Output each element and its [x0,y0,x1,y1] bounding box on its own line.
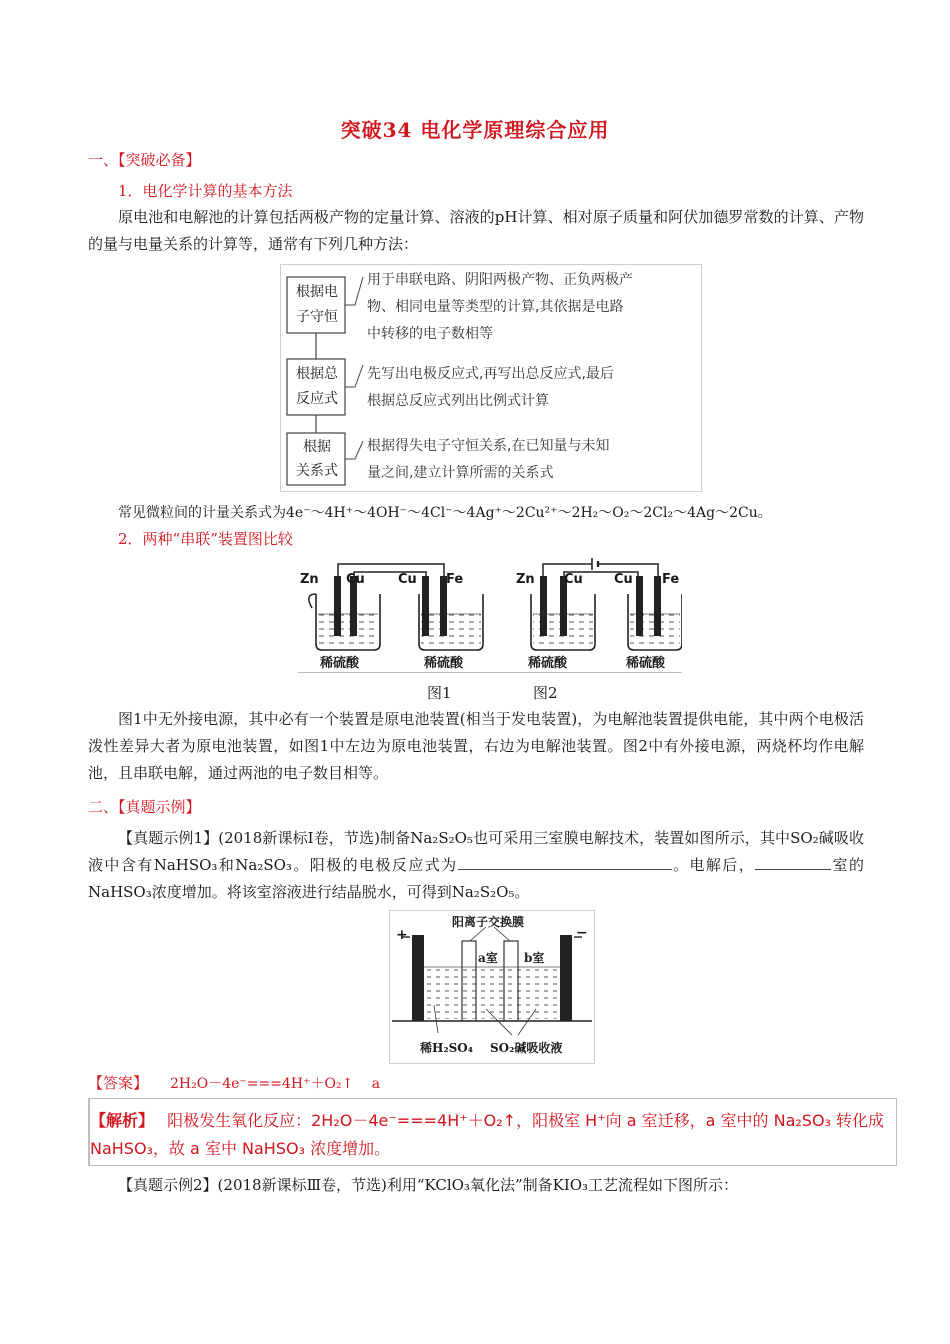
relation-formula: 常见微粒间的计量关系式为4e⁻～4H⁺～4OH⁻～4Cl⁻～4Ag⁺～2Cu²⁺～2H₂～O₂～2Cl₂～4Ag～2Cu。 [118,505,772,521]
series-cells-figure [298,556,682,673]
calculation-methods-diagram [280,264,702,492]
section-heading-1: 一、【突破必备】 [88,151,201,169]
answer-label: 【答案】 [88,1074,149,1092]
answer-blank-2b[interactable] [803,855,831,870]
label-zn-2: Zn [516,572,535,587]
label-cu-2: Cu [398,572,417,587]
method-text-2: 先写出电极反应式,再写出总反应式,最后 根据总反应式列出比例式计算 [367,366,614,409]
label-membrane: 阳离子交换膜 [452,915,525,929]
label-cathode-minus: − [576,925,588,941]
figure-caption-2: 图2 [533,684,558,702]
label-cu-1: Cu [346,572,365,587]
analysis-label: 【解析】 [90,1111,155,1130]
section-heading-2: 二、【真题示例】 [88,798,201,816]
label-so2-absorbent: SO₂碱吸收液 [490,1041,563,1055]
label-zn-1: Zn [300,572,319,587]
subheading-2: 2．两种“串联”装置图比较 [118,530,293,548]
method-text-3: 根据得失电子守恒关系,在已知量与未知 量之间,建立计算所需的关系式 [367,438,610,481]
label-b-room: b室 [524,951,545,965]
label-acid-3: 稀硫酸 [528,656,568,671]
page-title: 突破34 电化学原理综合应用 [340,118,610,142]
method-box-1: 根据电 子守恒 [296,284,338,325]
method-text-1: 用于串联电路、阴阳两极产物、正负两极产 物、相同电量等类型的计算,其依据是电路 中转移的电子数相等 [367,272,633,342]
label-anode-plus: + [396,927,408,943]
label-cu-4: Cu [614,572,633,587]
analysis-box [88,1098,897,1166]
figure-caption-1: 图1 [427,684,452,702]
example-1-question: 【真题示例1】(2018新课标Ⅰ卷，节选)制备Na₂S₂O₅也可采用三室膜电解技术，装置如图所示，其中SO₂碱吸收液中含有NaHSO₃和Na₂SO₃。阳极的电极反应式为 。电解后， 室的NaHSO₃浓度增加。将该室溶液进行结晶脱水，可得到Na₂S₂O₅。 [88,829,864,901]
subheading-1: 1．电化学计算的基本方法 [118,182,293,200]
label-cu-3: Cu [564,572,583,587]
label-fe-2: Fe [662,572,680,587]
analysis-content [90,1107,886,1163]
label-acid-1: 稀硫酸 [320,656,360,671]
method-box-3: 根据 关系式 [296,439,338,479]
answer-text: 2H₂O－4e⁻===4H⁺＋O₂↑ a [170,1076,381,1092]
label-a-room: a室 [478,951,498,965]
example-2-question: 【真题示例2】(2018新课标Ⅲ卷，节选)利用“KClO₃氧化法”制备KIO₃工艺流程如下图所示： [118,1176,739,1194]
label-dilute-h2so4: 稀H₂SO₄ [420,1041,473,1055]
paragraph-comparison: 图1中无外接电源，其中必有一个装置是原电池装置(相当于发电装置)，为电解池装置提供电能，其中两个电极活泼性差异大者为原电池装置，如图1中左边为原电池装置，右边为电解池装置。图2中有外接电源，两烧杯均作电解池，且串联电解，通过两池的电子数目相等。 [88,710,864,782]
paragraph-intro: 原电池和电解池的计算包括两极产物的定量计算、溶液的pH计算、相对原子质量和阿伏加德罗常数的计算、产物的量与电量关系的计算等，通常有下列几种方法： [88,208,864,253]
label-acid-4: 稀硫酸 [626,656,666,671]
method-box-2: 根据总 反应式 [296,366,338,407]
answer-blank-1[interactable] [458,855,672,870]
label-acid-2: 稀硫酸 [424,656,464,671]
answer-blank-2a[interactable] [755,855,803,870]
electrolysis-cell-figure [389,910,595,1064]
label-fe-1: Fe [446,572,464,587]
analysis-text: 阳极发生氧化反应：2H₂O－4e⁻===4H⁺＋O₂↑，阳极室 H⁺向 a 室迁移，a 室中的 Na₂SO₃ 转化成 NaHSO₃，故 a 室中 NaHSO₃ 浓度增加。 [90,1111,885,1158]
